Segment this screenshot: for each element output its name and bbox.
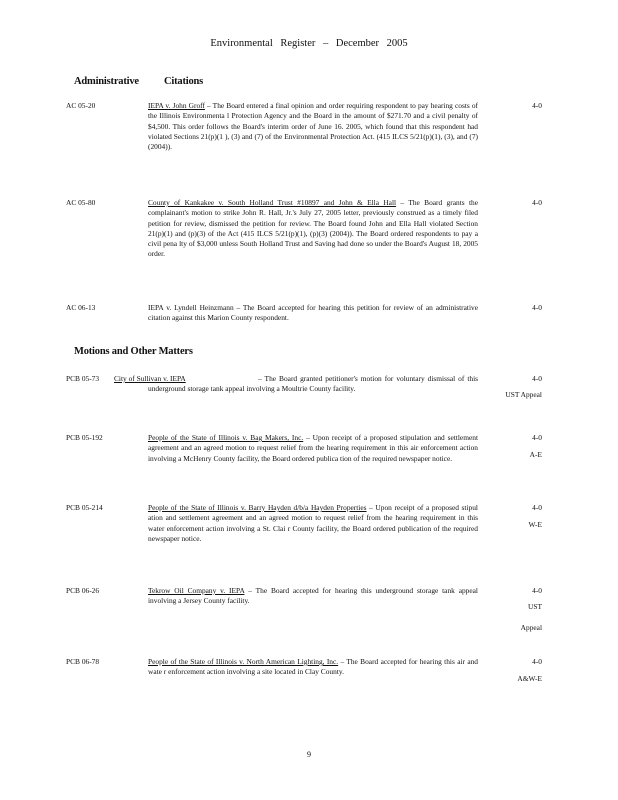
- entry-text: [148, 586, 478, 607]
- list-item: [66, 657, 556, 691]
- vote-count: 4-0: [532, 433, 542, 442]
- case-caption: People of the State of Illinois v. Bag Makers, Inc.: [148, 433, 304, 442]
- entry-body: – The Board granted petitioner's motion for voluntary dismissal of this underground storage tank appeal involving a Moultrie County facility.: [148, 374, 478, 394]
- case-number: PCB 05-73: [66, 374, 100, 383]
- vote-count: 4-0: [532, 503, 542, 512]
- list-item: [66, 586, 556, 631]
- entry-body: – Upon receipt of a proposed stipulation and settlement agreement and an agreed motion to request relief from the hearing requirement in this air enforcement action involving a McHenry County facility, the Board ordered publica tion of the required newspaper notice.: [148, 433, 478, 463]
- list-item: [66, 198, 556, 280]
- case-caption: IEPA v. John Groff: [148, 101, 205, 110]
- list-item: [66, 374, 556, 408]
- page-number: 9: [307, 750, 311, 759]
- case-caption: City of Sullivan v. IEPA: [114, 374, 186, 383]
- entry-text: [148, 198, 478, 260]
- case-number: PCB 06-26: [66, 586, 100, 595]
- case-caption: People of the State of Illinois v. Barry Hayden d/b/a Hayden Properties: [148, 503, 367, 512]
- section-heading-administrative: Administrative: [74, 76, 139, 87]
- page-header: Environmental Register – December 2005: [210, 38, 408, 49]
- case-caption: Tekrow Oil Company v. IEPA: [148, 586, 245, 595]
- case-type: A&W-E: [517, 674, 542, 683]
- vote-count: 4-0: [532, 657, 542, 666]
- vote-count: 4-0: [532, 198, 542, 207]
- case-number: AC 05-80: [66, 198, 96, 207]
- case-number: PCB 05-214: [66, 503, 103, 512]
- entry-text: [148, 303, 478, 324]
- case-caption: People of the State of Illinois v. North American Lighting, Inc.: [148, 657, 339, 666]
- case-type: W-E: [528, 520, 542, 529]
- entry-text: [148, 101, 478, 152]
- entry-text: [148, 374, 478, 395]
- entry-text: [148, 433, 478, 464]
- entry-body: – The Board entered a final opinion and order requiring respondent to pay hearing costs of the Illinois Environmenta l Protection Agency and the Board in the amount of $271.70 and a civil penalty of $4,500. This order follows the Board's interim order of June 16. 2005, which found that this respondent had violated Sections 21(p)(1 ), (3) and (7) of the Environmental Protection Act. (415 ILCS 5/21(p)(1), (3), and (7) (2004)).: [148, 101, 479, 152]
- case-number: AC 06-13: [66, 303, 96, 312]
- entry-body: – Upon receipt of a proposed stipul ation and settlement agreement and an agreed motion to request relief from the hearing requirement in this water enforcement action involving a St. Clai r County facility, the Board ordered publication of the required newspaper notice.: [148, 503, 478, 543]
- list-item: [66, 433, 556, 477]
- case-number: AC 05-20: [66, 101, 96, 110]
- entry-body: – The Board accepted for hearing this air and wate r enforcement action involving a site located in Clay County.: [148, 657, 478, 677]
- list-item: [66, 303, 556, 327]
- case-type: UST Appeal: [505, 390, 542, 399]
- entry-body: IEPA v. Lyndell Heinzmann – The Board accepted for hearing this petition for review of an administrative citation against this Marion County respondent.: [148, 303, 478, 323]
- case-type-continued: Appeal: [520, 623, 542, 632]
- section-heading-motions: Motions and Other Matters: [74, 346, 193, 357]
- vote-count: 4-0: [532, 374, 542, 383]
- section-heading-citations: Citations: [164, 76, 204, 87]
- entry-text: [148, 503, 478, 544]
- entry-body: – The Board accepted for hearing this underground storage tank appeal involving a Jersey County facility.: [148, 586, 478, 606]
- entry-body: – The Board grants the complainant's motion to strike John R. Hall, Jr.'s July 27, 2005 letter, previously construed as a timely filed petition for review, dismissed the petition for review. The Board found John and Ella Hall violated Section 21(p)(1) and (p)(3) of the Act (415 ILCS 5/21(p)(1), (p)(3) (2004)). The Board ordered respondents to pay a civil pena lty of $3,000 unless South Holland Trust and Saving had done so under the Board's August 18, 2005 order.: [148, 198, 478, 259]
- case-type: UST: [528, 602, 542, 611]
- vote-count: 4-0: [532, 586, 542, 595]
- case-caption: County of Kankakee v. South Holland Trust #10897 and John & Ella Hall: [148, 198, 397, 207]
- case-type: A-E: [529, 450, 542, 459]
- entry-text: [148, 657, 478, 678]
- case-number: PCB 05-192: [66, 433, 103, 442]
- vote-count: 4-0: [532, 303, 542, 312]
- vote-count: 4-0: [532, 101, 542, 110]
- list-item: [66, 503, 556, 559]
- case-number: PCB 06-78: [66, 657, 100, 666]
- list-item: [66, 101, 556, 176]
